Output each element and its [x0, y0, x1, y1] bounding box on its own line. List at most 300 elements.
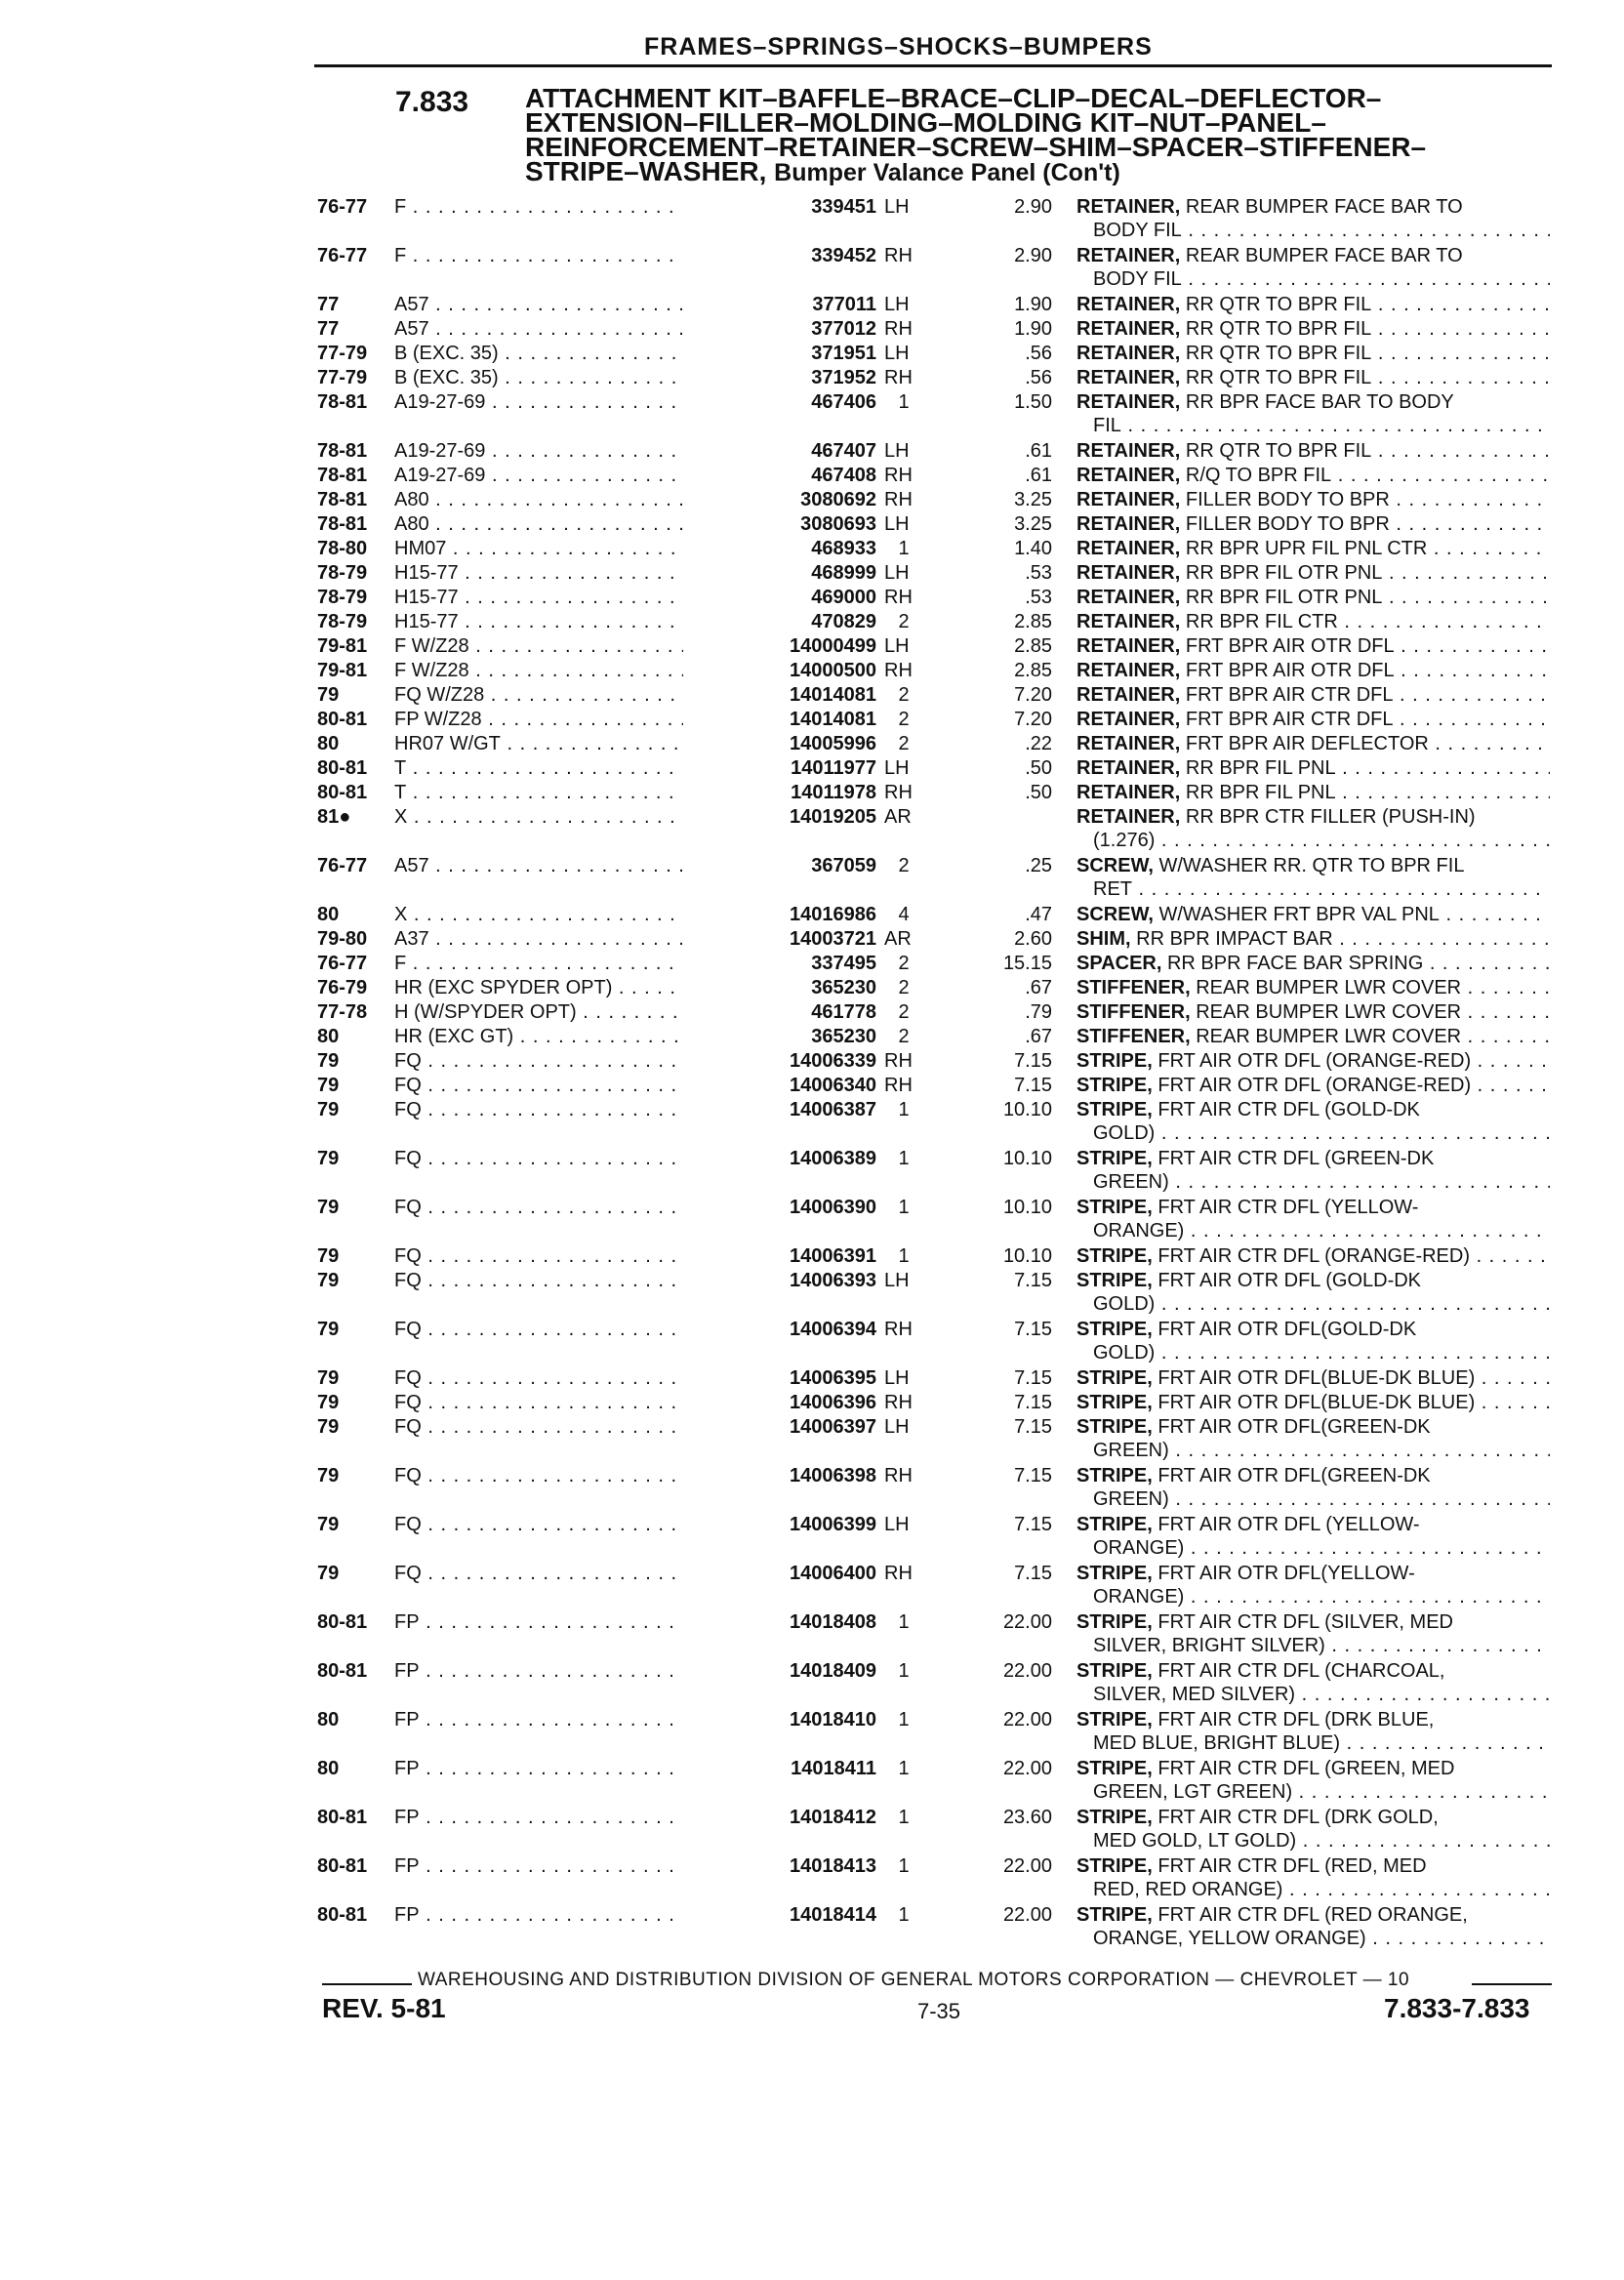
part-description: RR BPR FIL PNL [1180, 757, 1336, 779]
year-cell: 78-81 [317, 465, 368, 486]
part-name: STRIPE, [1076, 1367, 1153, 1389]
year-cell: 79 [317, 1099, 340, 1120]
model-cell: FP . . . [394, 1903, 742, 1928]
table-row [0, 586, 1624, 610]
qty-cell: LH [884, 1367, 910, 1389]
qty-cell: 2 [898, 1026, 910, 1047]
description-cell [1076, 683, 1550, 708]
price-cell: .50 [1025, 782, 1052, 803]
description-continuation: SILVER, MED SILVER) . . . [1093, 1683, 1550, 1707]
description-continuation: ORANGE) . . . [1093, 1219, 1550, 1243]
part-number-cell: 14018409 [683, 1659, 876, 1684]
price-cell: .56 [1025, 367, 1052, 388]
part-description: RR BPR FIL OTR PNL [1180, 587, 1383, 608]
part-number-cell: 14019205 [683, 805, 876, 830]
part-description: FRT AIR OTR DFL(GREEN-DK [1152, 1465, 1431, 1486]
part-description: FRT AIR CTR DFL (CHARCOAL, [1152, 1660, 1445, 1682]
qty-cell: RH [884, 660, 913, 681]
table-row [0, 1147, 1624, 1196]
part-number-cell: 14018414 [683, 1903, 876, 1928]
description-cell [1076, 805, 1550, 830]
description-cell [1076, 464, 1550, 488]
qty-cell: LH [884, 440, 910, 462]
part-number-cell: 14018408 [683, 1610, 876, 1635]
price-cell: 7.15 [1014, 1465, 1052, 1486]
part-name: STIFFENER, [1076, 1026, 1191, 1047]
part-description: RR BPR FIL CTR [1180, 611, 1338, 632]
section-title-line [525, 156, 1550, 186]
model-cell: FQ W/Z28 . . . [394, 683, 742, 708]
model-cell: HR (EXC SPYDER OPT) . . . [394, 976, 742, 1000]
table-row [0, 756, 1624, 781]
table-row [0, 1196, 1624, 1244]
table-row [0, 537, 1624, 561]
table-row [0, 976, 1624, 1000]
price-cell: .61 [1025, 440, 1052, 462]
model-cell: FP W/Z28 . . . [394, 708, 742, 732]
part-name: STRIPE, [1076, 1050, 1153, 1072]
model-cell: FQ . . . [394, 1391, 742, 1415]
year-cell: 79 [317, 1367, 340, 1389]
price-cell: 3.25 [1014, 489, 1052, 510]
model-cell: F W/Z28 . . . [394, 659, 742, 683]
part-number-cell: 467406 [683, 390, 876, 415]
description-cell [1076, 1415, 1550, 1440]
part-description: REAR BUMPER LWR COVER [1190, 1026, 1462, 1047]
description-cell [1076, 439, 1550, 464]
description-continuation: GREEN) . . . [1093, 1170, 1550, 1195]
part-number-cell: 14005996 [683, 732, 876, 756]
model-cell: F . . . [394, 195, 742, 220]
description-continuation: MED GOLD, LT GOLD) . . . [1093, 1829, 1550, 1853]
part-description: FILLER BODY TO BPR [1180, 489, 1390, 510]
price-cell: 15.15 [1002, 953, 1052, 974]
qty-cell: 4 [898, 904, 910, 925]
price-cell: 7.15 [1014, 1319, 1052, 1340]
description-continuation: MED BLUE, BRIGHT BLUE) . . . [1093, 1731, 1550, 1756]
year-cell: 79 [317, 1050, 340, 1072]
part-number-cell: 14016986 [683, 903, 876, 927]
qty-cell: LH [884, 196, 910, 218]
footer-rule-left [322, 1983, 412, 1985]
year-cell: 77-78 [317, 1001, 368, 1023]
part-description: FRT AIR CTR DFL (SILVER, MED [1152, 1611, 1453, 1633]
part-number-cell: 14006398 [683, 1464, 876, 1488]
year-cell: 76-77 [317, 245, 368, 266]
table-row [0, 488, 1624, 512]
description-continuation: BODY FIL . . . [1093, 267, 1550, 292]
part-name: STRIPE, [1076, 1709, 1153, 1730]
qty-cell: AR [884, 806, 912, 828]
year-cell: 79 [317, 1465, 340, 1486]
part-description: RR QTR TO BPR FIL [1180, 318, 1372, 340]
table-row [0, 1854, 1624, 1903]
part-number-cell: 14006393 [683, 1269, 876, 1293]
qty-cell: LH [884, 562, 910, 584]
part-name: STRIPE, [1076, 1660, 1153, 1682]
year-cell: 80 [317, 733, 340, 754]
description-continuation: BODY FIL . . . [1093, 219, 1550, 243]
year-cell: 79 [317, 684, 340, 706]
part-name: RETAINER, [1076, 538, 1181, 559]
description-cell [1076, 634, 1550, 659]
part-name: STIFFENER, [1076, 977, 1191, 998]
price-cell: 22.00 [1002, 1904, 1052, 1926]
price-cell: 3.25 [1014, 513, 1052, 535]
year-cell: 78-81 [317, 489, 368, 510]
part-description: FRT AIR CTR DFL (GREEN, MED [1152, 1758, 1455, 1779]
part-name: RETAINER, [1076, 757, 1181, 779]
description-cell [1076, 1098, 1550, 1122]
price-cell: 10.10 [1002, 1197, 1052, 1218]
year-cell: 77 [317, 318, 340, 340]
part-description: RR BPR FIL OTR PNL [1180, 562, 1383, 584]
part-name: RETAINER, [1076, 562, 1181, 584]
model-cell: HM07 . . . [394, 537, 742, 561]
part-description: FRT AIR OTR DFL(GOLD-DK [1152, 1319, 1417, 1340]
part-description: RR QTR TO BPR FIL [1180, 440, 1372, 462]
table-row [0, 317, 1624, 342]
description-continuation: FIL . . . [1093, 414, 1550, 438]
model-cell: FP . . . [394, 1659, 742, 1684]
table-row [0, 1513, 1624, 1562]
description-continuation: RED, RED ORANGE) . . . [1093, 1878, 1550, 1902]
section-number: 7.833 [395, 86, 469, 118]
description-cell [1076, 1147, 1550, 1171]
year-cell: 77-79 [317, 343, 368, 364]
model-cell: FQ . . . [394, 1415, 742, 1440]
footer-text: WAREHOUSING AND DISTRIBUTION DIVISION OF GENERAL MOTORS CORPORATION — CHEVROLET — 10 [418, 1970, 1410, 1990]
part-description: FRT BPR AIR DEFLECTOR [1180, 733, 1429, 754]
price-cell: 1.50 [1014, 391, 1052, 413]
part-description: RR BPR FACE BAR TO BODY [1180, 391, 1454, 413]
part-number-cell: 468999 [683, 561, 876, 586]
qty-cell: LH [884, 1416, 910, 1438]
part-number-cell: 14014081 [683, 708, 876, 732]
part-description: FRT BPR AIR OTR DFL [1180, 635, 1395, 657]
table-row [0, 1074, 1624, 1098]
qty-cell: 1 [898, 1807, 910, 1828]
part-description: FRT BPR AIR CTR DFL [1180, 709, 1394, 730]
model-cell: FQ . . . [394, 1562, 742, 1586]
price-cell: 23.60 [1002, 1807, 1052, 1828]
year-cell: 76-77 [317, 953, 368, 974]
description-cell [1076, 1269, 1550, 1293]
part-name: RETAINER, [1076, 391, 1181, 413]
qty-cell: 1 [898, 1709, 910, 1730]
model-cell: H15-77 . . . [394, 586, 742, 610]
qty-cell: LH [884, 1270, 910, 1291]
price-cell: 7.20 [1014, 709, 1052, 730]
price-cell: 7.15 [1014, 1563, 1052, 1584]
part-description: W/WASHER RR. QTR TO BPR FIL [1153, 855, 1465, 876]
part-name: RETAINER, [1076, 660, 1181, 681]
part-description: RR QTR TO BPR FIL [1180, 343, 1372, 364]
model-cell: FQ . . . [394, 1464, 742, 1488]
year-cell: 77 [317, 294, 340, 315]
part-number-cell: 469000 [683, 586, 876, 610]
part-name: RETAINER, [1076, 343, 1181, 364]
table-row [0, 610, 1624, 634]
qty-cell: RH [884, 1319, 913, 1340]
description-continuation: ORANGE, YELLOW ORANGE) . . . [1093, 1927, 1550, 1951]
table-row [0, 634, 1624, 659]
model-cell: A19-27-69 . . . [394, 439, 742, 464]
part-name: RETAINER, [1076, 367, 1181, 388]
part-number-cell: 14006391 [683, 1244, 876, 1269]
description-cell [1076, 659, 1550, 683]
parts-table [0, 195, 1624, 1952]
price-cell: 22.00 [1002, 1709, 1052, 1730]
description-cell [1076, 1757, 1550, 1781]
year-cell: 78-79 [317, 587, 368, 608]
part-number-cell: 14006394 [683, 1318, 876, 1342]
year-cell: 79 [317, 1197, 340, 1218]
price-cell: .50 [1025, 757, 1052, 779]
year-cell: 79-81 [317, 635, 368, 657]
part-description: FRT AIR CTR DFL (GOLD-DK [1152, 1099, 1420, 1120]
qty-cell: RH [884, 367, 913, 388]
part-description: FRT AIR CTR DFL (GREEN-DK [1152, 1148, 1435, 1169]
section-title-last: STRIPE–WASHER, [525, 156, 767, 186]
part-number-cell: 14006400 [683, 1562, 876, 1586]
part-number-cell: 14006389 [683, 1147, 876, 1171]
table-row [0, 1366, 1624, 1391]
table-row [0, 1000, 1624, 1025]
qty-cell: 1 [898, 1099, 910, 1120]
part-name: RETAINER, [1076, 196, 1181, 218]
model-cell: B (EXC. 35) . . . [394, 342, 742, 366]
part-number-cell: 14018412 [683, 1806, 876, 1830]
model-cell: FQ . . . [394, 1074, 742, 1098]
model-cell: FQ . . . [394, 1049, 742, 1074]
qty-cell: RH [884, 587, 913, 608]
qty-cell: RH [884, 1392, 913, 1413]
year-cell: 79 [317, 1392, 340, 1413]
part-number-cell: 3080692 [683, 488, 876, 512]
qty-cell: AR [884, 928, 912, 950]
price-cell: 2.60 [1014, 928, 1052, 950]
price-cell: 7.15 [1014, 1367, 1052, 1389]
description-cell [1076, 317, 1550, 342]
qty-cell: 1 [898, 1758, 910, 1779]
part-name: SCREW, [1076, 855, 1154, 876]
part-number-cell: 377012 [683, 317, 876, 342]
part-number-cell: 14011977 [683, 756, 876, 781]
model-cell: FP . . . [394, 1757, 742, 1781]
part-name: RETAINER, [1076, 684, 1181, 706]
part-name: STRIPE, [1076, 1514, 1153, 1535]
price-cell: 7.15 [1014, 1514, 1052, 1535]
model-cell: H (W/SPYDER OPT) . . . [394, 1000, 742, 1025]
part-number-cell: 339452 [683, 244, 876, 268]
model-cell: A57 . . . [394, 293, 742, 317]
model-cell: B (EXC. 35) . . . [394, 366, 742, 390]
description-continuation: GOLD) . . . [1093, 1292, 1550, 1317]
table-row [0, 1269, 1624, 1318]
year-cell: 78-81 [317, 391, 368, 413]
part-description: FRT AIR OTR DFL(YELLOW- [1152, 1563, 1415, 1584]
table-row [0, 1049, 1624, 1074]
section-title-line: ATTACHMENT KIT–BAFFLE–BRACE–CLIP–DECAL–DEFLECTOR– [525, 83, 1382, 113]
table-row [0, 805, 1624, 854]
table-row [0, 1757, 1624, 1806]
year-cell: 80-81 [317, 709, 368, 730]
part-number-cell: 470829 [683, 610, 876, 634]
table-row [0, 1318, 1624, 1366]
part-name: RETAINER, [1076, 611, 1181, 632]
part-number-cell: 14018410 [683, 1708, 876, 1732]
part-number-cell: 371951 [683, 342, 876, 366]
part-description: RR BPR IMPACT BAR [1130, 928, 1333, 950]
table-row [0, 1098, 1624, 1147]
qty-cell: 2 [898, 977, 910, 998]
year-cell: 76-79 [317, 977, 368, 998]
description-cell [1076, 561, 1550, 586]
table-row [0, 854, 1624, 903]
table-row [0, 1464, 1624, 1513]
part-number-cell: 461778 [683, 1000, 876, 1025]
price-cell: .53 [1025, 562, 1052, 584]
year-cell: 79 [317, 1319, 340, 1340]
qty-cell: 1 [898, 1904, 910, 1926]
part-description: RR BPR FIL PNL [1180, 782, 1336, 803]
table-row [0, 903, 1624, 927]
part-number-cell: 14000500 [683, 659, 876, 683]
part-description: REAR BUMPER LWR COVER [1190, 977, 1462, 998]
price-cell: 1.90 [1014, 294, 1052, 315]
description-continuation: GREEN, LGT GREEN) . . . [1093, 1780, 1550, 1805]
part-description: FRT AIR OTR DFL (GOLD-DK [1152, 1270, 1422, 1291]
footer-rule-right [1472, 1983, 1552, 1985]
price-cell: 10.10 [1002, 1245, 1052, 1267]
part-description: REAR BUMPER LWR COVER [1190, 1001, 1462, 1023]
part-number-cell: 367059 [683, 854, 876, 878]
qty-cell: RH [884, 782, 913, 803]
year-cell: 80-81 [317, 1660, 368, 1682]
header-rule [314, 64, 1552, 67]
part-description: FRT AIR CTR DFL (YELLOW- [1152, 1197, 1419, 1218]
description-continuation: GREEN) . . . [1093, 1487, 1550, 1512]
part-description: RR QTR TO BPR FIL [1180, 294, 1372, 315]
section-range: 7.833-7.833 [1384, 1993, 1530, 2023]
part-number-cell: 337495 [683, 952, 876, 976]
section-title-line: EXTENSION–FILLER–MOLDING–MOLDING KIT–NUT–PANEL– [525, 107, 1326, 138]
part-name: STRIPE, [1076, 1099, 1153, 1120]
table-row [0, 732, 1624, 756]
qty-cell: RH [884, 318, 913, 340]
table-row [0, 1025, 1624, 1049]
year-cell: 79-81 [317, 660, 368, 681]
part-name: RETAINER, [1076, 294, 1181, 315]
price-cell: .79 [1025, 1001, 1052, 1023]
model-cell: A19-27-69 . . . [394, 464, 742, 488]
description-cell [1076, 1610, 1550, 1635]
part-name: RETAINER, [1076, 465, 1181, 486]
part-number-cell: 14006399 [683, 1513, 876, 1537]
description-cell [1076, 1366, 1550, 1391]
price-cell: .22 [1025, 733, 1052, 754]
price-cell: 22.00 [1002, 1855, 1052, 1877]
description-cell [1076, 1000, 1550, 1025]
part-number-cell: 14006339 [683, 1049, 876, 1074]
part-name: STRIPE, [1076, 1245, 1153, 1267]
price-cell: 1.40 [1014, 538, 1052, 559]
part-name: RETAINER, [1076, 440, 1181, 462]
model-cell: FP . . . [394, 1708, 742, 1732]
part-name: STRIPE, [1076, 1563, 1153, 1584]
description-cell [1076, 1659, 1550, 1684]
part-description: REAR BUMPER FACE BAR TO [1180, 196, 1463, 218]
qty-cell: 1 [898, 1611, 910, 1633]
year-cell: 80 [317, 1026, 340, 1047]
price-cell: 7.15 [1014, 1075, 1052, 1096]
part-number-cell: 467408 [683, 464, 876, 488]
part-name: RETAINER, [1076, 587, 1181, 608]
qty-cell: RH [884, 1075, 913, 1096]
price-cell: .61 [1025, 465, 1052, 486]
description-cell [1076, 1562, 1550, 1586]
qty-cell: 1 [898, 538, 910, 559]
description-continuation: ORANGE) . . . [1093, 1536, 1550, 1561]
description-cell [1076, 244, 1550, 268]
part-name: RETAINER, [1076, 489, 1181, 510]
description-continuation: GOLD) . . . [1093, 1341, 1550, 1365]
model-cell: A37 . . . [394, 927, 742, 952]
table-row [0, 952, 1624, 976]
year-cell: 80-81 [317, 1807, 368, 1828]
table-row [0, 683, 1624, 708]
part-name: STRIPE, [1076, 1416, 1153, 1438]
part-name: STRIPE, [1076, 1075, 1153, 1096]
table-row [0, 244, 1624, 293]
model-cell: T . . . [394, 756, 742, 781]
price-cell: 22.00 [1002, 1611, 1052, 1633]
model-cell: FQ . . . [394, 1269, 742, 1293]
part-description: REAR BUMPER FACE BAR TO [1180, 245, 1463, 266]
qty-cell: 1 [898, 1660, 910, 1682]
description-cell [1076, 390, 1550, 415]
description-continuation: GREEN) . . . [1093, 1439, 1550, 1463]
part-name: SCREW, [1076, 904, 1154, 925]
model-cell: HR (EXC GT) . . . [394, 1025, 742, 1049]
model-cell: X . . . [394, 903, 742, 927]
table-row [0, 781, 1624, 805]
part-number-cell: 14006397 [683, 1415, 876, 1440]
description-cell [1076, 586, 1550, 610]
model-cell: FQ . . . [394, 1366, 742, 1391]
description-cell [1076, 781, 1550, 805]
part-number-cell: 14006395 [683, 1366, 876, 1391]
description-cell [1076, 1318, 1550, 1342]
model-cell: A80 . . . [394, 512, 742, 537]
price-cell: 2.85 [1014, 611, 1052, 632]
qty-cell: 1 [898, 1148, 910, 1169]
model-cell: H15-77 . . . [394, 610, 742, 634]
price-cell: 7.20 [1014, 684, 1052, 706]
qty-cell: 2 [898, 709, 910, 730]
price-cell: .47 [1025, 904, 1052, 925]
part-number-cell: 14006340 [683, 1074, 876, 1098]
year-cell: 80-81 [317, 1904, 368, 1926]
page-number: 7-35 [917, 1999, 961, 2023]
model-cell: A57 . . . [394, 854, 742, 878]
part-name: STRIPE, [1076, 1611, 1153, 1633]
part-description: RR BPR CTR FILLER (PUSH-IN) [1180, 806, 1476, 828]
qty-cell: 2 [898, 684, 910, 706]
qty-cell: RH [884, 465, 913, 486]
revision-label: REV. 5-81 [322, 1993, 446, 2023]
